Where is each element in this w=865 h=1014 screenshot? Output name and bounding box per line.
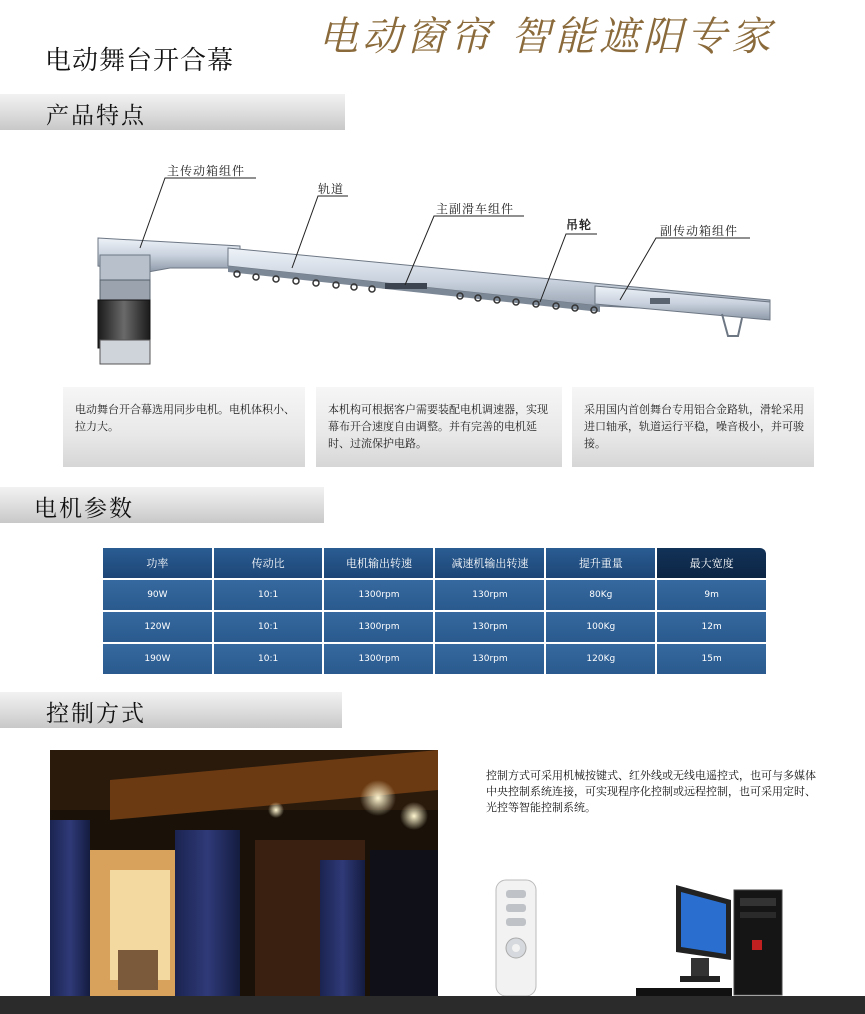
control-description: 控制方式可采用机械按键式、红外线或无线电遥控式，也可与多媒体中央控制系统连接，可实现程序化控制或远程控制，也可采用定时、光控等智能控制系统。 [486,769,816,814]
spec-table [103,548,766,674]
section-title-features: 产品特点 [46,103,146,129]
table-cell: 10:1 [214,578,325,610]
stage-photo [50,750,438,1000]
page-title: 电动舞台开合幕 [45,46,235,76]
table-cell: 9m [657,578,766,610]
table-row [103,642,766,674]
feature-description: 采用国内首创舞台专用铝合金路轨，滑轮采用进口轴承，轨道运行平稳，噪音极小，并可骏接。 [572,387,814,467]
table-header-cell: 提升重量 [546,548,657,578]
remote-control-icon [494,878,538,998]
table-cell: 90W [103,578,214,610]
footer-bar [0,996,865,1014]
table-cell: 1300rpm [324,610,435,642]
table-header-cell: 传动比 [214,548,325,578]
section-bar-features [0,94,345,130]
table-row [103,578,766,610]
table-cell: 1300rpm [324,578,435,610]
motor [98,300,150,364]
section-title-params: 电机参数 [34,496,134,522]
table-cell: 15m [657,642,766,674]
table-cell: 120Kg [546,642,657,674]
table-cell: 10:1 [214,610,325,642]
table-row [103,610,766,642]
table-header-cell: 电机输出转速 [324,548,435,578]
section-title-control: 控制方式 [46,701,146,727]
slogan-calligraphy [318,6,858,66]
slogan-text: 电动窗帘 智能遮阳专家 [318,14,775,60]
table-header-cell: 最大宽度 [657,548,766,578]
table-header-row [103,548,766,578]
table-header-cell: 功率 [103,548,214,578]
table-cell: 12m [657,610,766,642]
table-header-cell: 减速机输出转速 [435,548,546,578]
label-main-gearbox: 主传动箱组件 [167,164,246,178]
section-bar-params [0,487,324,523]
curtain-track-diagram [0,150,865,380]
label-track: 轨道 [318,182,345,196]
table-cell: 130rpm [435,578,546,610]
label-sub-gearbox: 副传动箱组件 [660,224,739,238]
section-bar-control [0,692,342,728]
label-carriage: 主副滑车组件 [436,202,515,216]
table-cell: 80Kg [546,578,657,610]
table-cell: 10:1 [214,642,325,674]
sub-gearbox [595,286,770,336]
table-cell: 130rpm [435,642,546,674]
table-cell: 1300rpm [324,642,435,674]
table-cell: 190W [103,642,214,674]
computer-icon [636,880,786,998]
table-cell: 130rpm [435,610,546,642]
table-cell: 120W [103,610,214,642]
table-cell: 100Kg [546,610,657,642]
label-roller: 吊轮 [566,218,593,232]
main-gearbox [98,238,240,304]
feature-description: 电动舞台开合幕选用同步电机。电机体积小、拉力大。 [63,387,305,467]
feature-description: 本机构可根据客户需要装配电机调速器，实现幕布开合速度自由调整。并有完善的电机延时、过流保护电路。 [316,387,562,467]
